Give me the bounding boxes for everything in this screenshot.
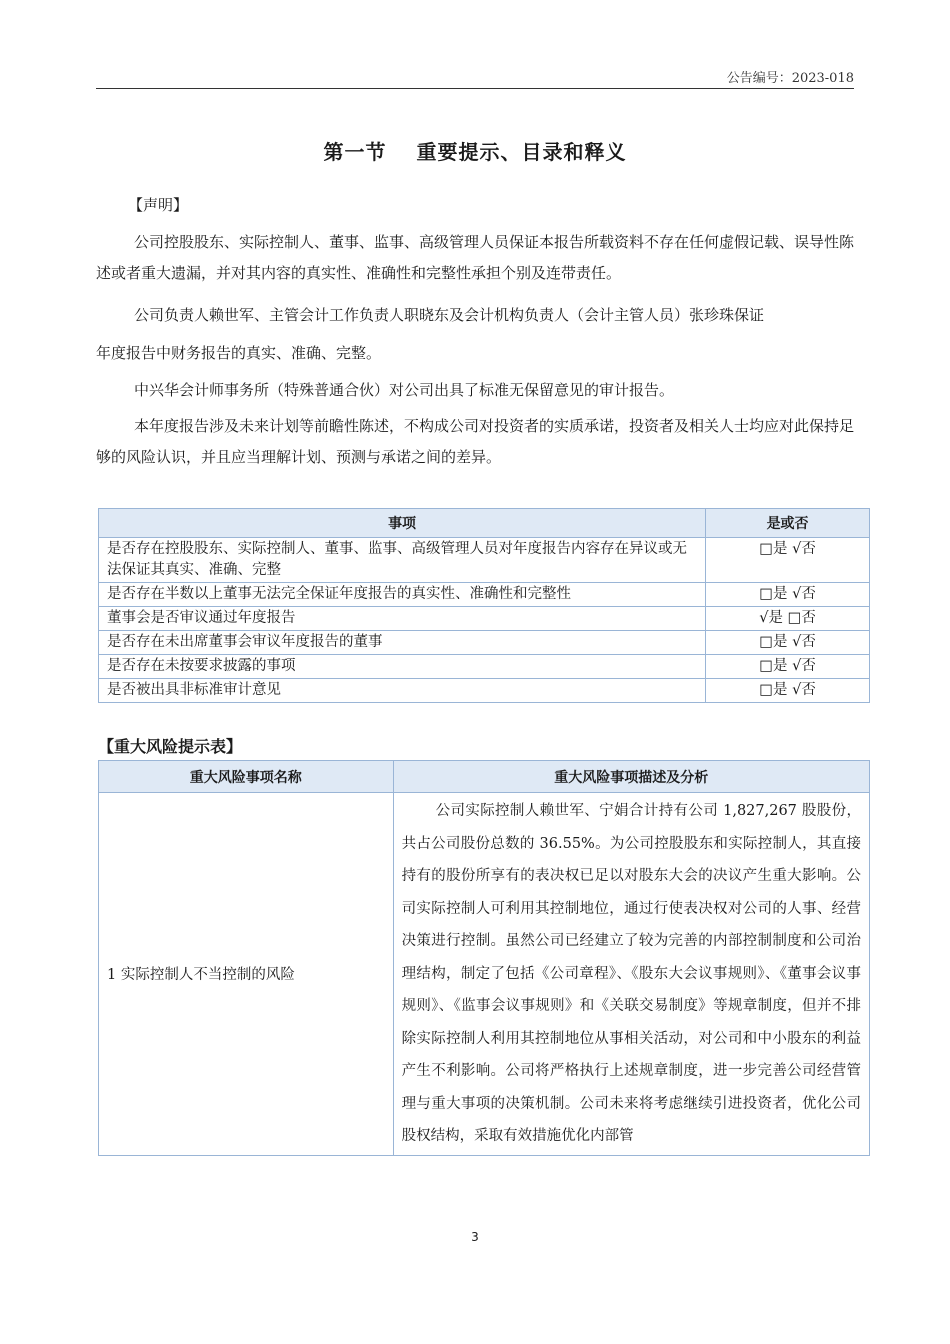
matter-answer: □是 √否 xyxy=(706,679,870,703)
statement-paragraph-2-continued: 年度报告中财务报告的真实、准确、完整。 xyxy=(96,344,382,362)
header-yes-no: 是或否 xyxy=(706,509,870,538)
matter-item: 是否存在未出席董事会审议年度报告的董事 xyxy=(99,631,706,655)
matters-table-header xyxy=(99,509,870,538)
risk-table xyxy=(98,760,870,1156)
matter-item: 董事会是否审议通过年度报告 xyxy=(99,607,706,631)
header-matter: 事项 xyxy=(99,509,706,538)
header-risk-name: 重大风险事项名称 xyxy=(99,761,394,793)
announcement-number: 公告编号：2023-018 xyxy=(726,71,854,86)
matters-table xyxy=(98,508,870,703)
statement-label: 【声明】 xyxy=(128,196,189,214)
statement-paragraph-4: 本年度报告涉及未来计划等前瞻性陈述，不构成公司对投资者的实质承诺，投资者及相关人士均应对此保持足够的风险认识，并且应当理解计划、预测与承诺之间的差异。 xyxy=(96,417,855,466)
risk-table-header xyxy=(99,761,870,793)
matter-answer: □是 √否 xyxy=(706,538,870,583)
header-divider xyxy=(96,88,854,89)
table-row xyxy=(99,655,870,679)
page-number: 3 xyxy=(471,1230,479,1244)
section-number: 第一节 xyxy=(323,140,387,164)
risk-table-label: 【重大风险提示表】 xyxy=(98,737,243,756)
table-row xyxy=(99,583,870,607)
statement-paragraph-3: 中兴华会计师事务所（特殊普通合伙）对公司出具了标准无保留意见的审计报告。 xyxy=(134,381,675,399)
risk-description: 公司实际控制人赖世军、宁娟合计持有公司 1,827,267 股股份，共占公司股份总数的 36.55%。为公司控股股东和实际控制人，其直接持有的股份所享有的表决权已足以对股东大会的决议产生重大影响。公司实际控制人可利用其控制地位，通过行使表决权对公司的人事、经营决策进行控制。虽然公司已经建立了较为完善的内部控制制度和公司治理结构，制定了包括《公司章程》、《股东大会议事规则》、《董事会议事规则》、《监事会议事规则》和《关联交易制度》等规章制度，但并不排除实际控制人利用其控制地位从事相关活动，对公司和中小股东的利益产生不利影响。公司将严格执行上述规章制度，进一步完善公司经营管理与重大事项的决策机制。公司未来将考虑继续引进投资者，优化公司股权结构，采取有效措施优化内部管 xyxy=(393,793,869,1156)
matter-answer: □是 √否 xyxy=(706,631,870,655)
matter-item: 是否存在控股股东、实际控制人、董事、监事、高级管理人员对年度报告内容存在异议或无法保证其真实、准确、完整 xyxy=(99,538,706,583)
section-heading: 重要提示、目录和释义 xyxy=(416,140,627,164)
table-row xyxy=(99,607,870,631)
matter-item: 是否存在未按要求披露的事项 xyxy=(99,655,706,679)
table-row xyxy=(99,631,870,655)
statement-paragraph-1: 公司控股股东、实际控制人、董事、监事、高级管理人员保证本报告所载资料不存在任何虚假记载、误导性陈述或者重大遗漏，并对其内容的真实性、准确性和完整性承担个别及连带责任。 xyxy=(96,233,855,282)
section-title xyxy=(0,136,950,165)
risk-name: 1 实际控制人不当控制的风险 xyxy=(99,793,394,1156)
table-row xyxy=(99,793,870,1156)
matter-answer: □是 √否 xyxy=(706,655,870,679)
matter-answer: √是 □否 xyxy=(706,607,870,631)
table-row xyxy=(99,538,870,583)
statement-paragraph-2: 公司负责人赖世军、主管会计工作负责人职晓东及会计机构负责人（会计主管人员）张珍珠保证 xyxy=(134,306,765,324)
matter-item: 是否存在半数以上董事无法完全保证年度报告的真实性、准确性和完整性 xyxy=(99,583,706,607)
matter-answer: □是 √否 xyxy=(706,583,870,607)
matter-item: 是否被出具非标准审计意见 xyxy=(99,679,706,703)
table-row xyxy=(99,679,870,703)
header-risk-description: 重大风险事项描述及分析 xyxy=(393,761,869,793)
